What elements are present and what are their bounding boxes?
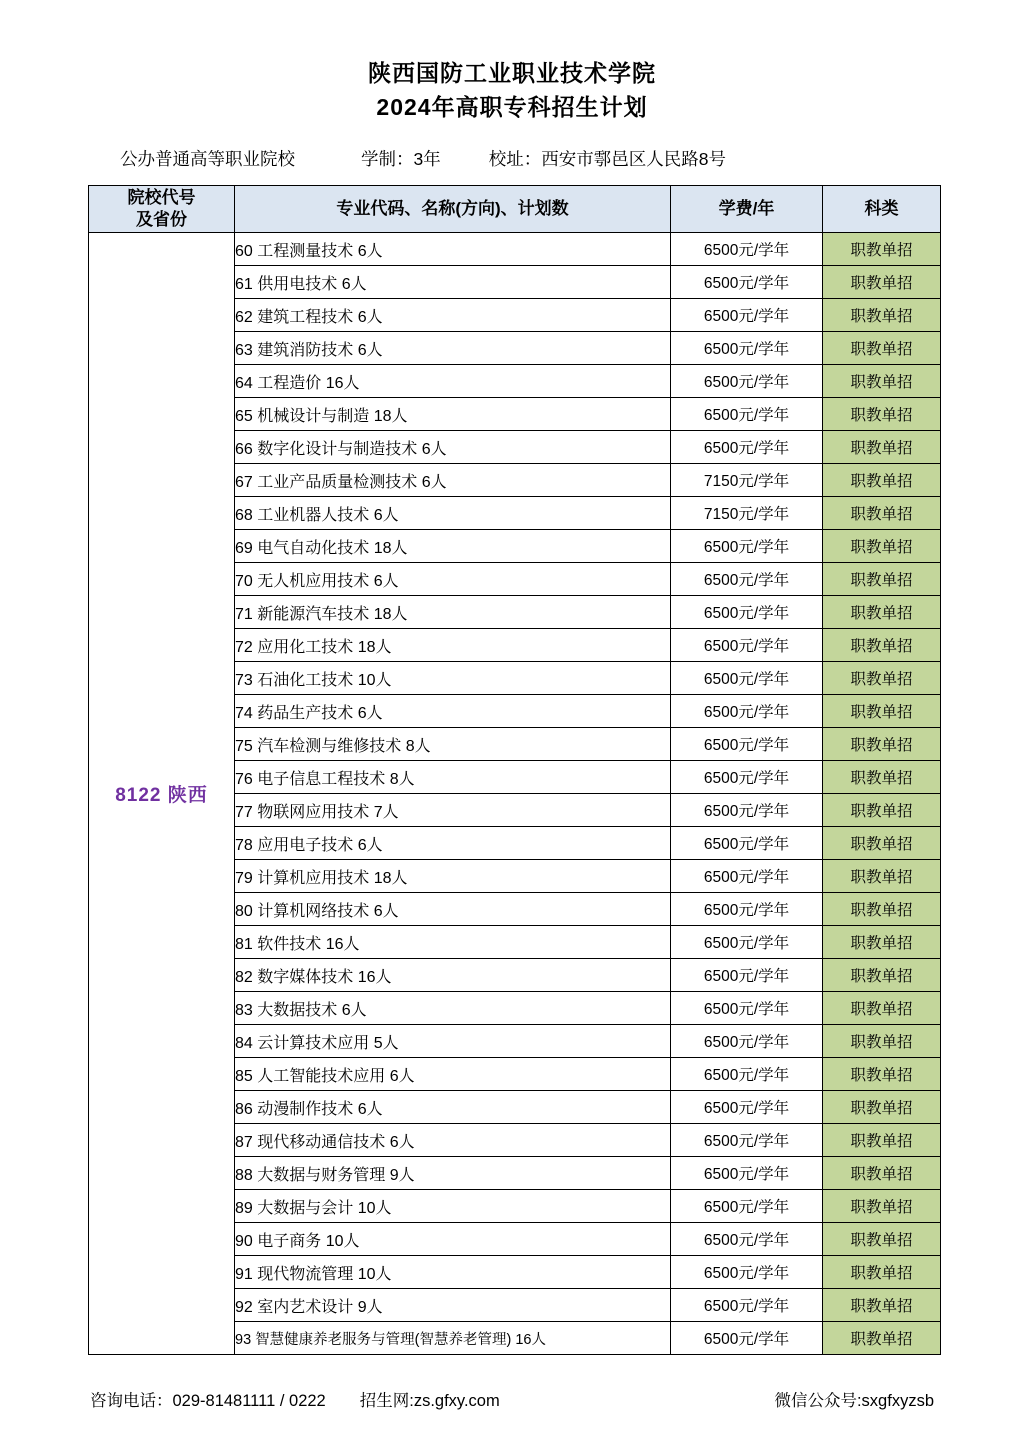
fee-cell: 6500元/学年: [671, 827, 823, 860]
major-cell: 66 数字化设计与制造技术 6人: [235, 431, 671, 464]
major-cell: 84 云计算技术应用 5人: [235, 1025, 671, 1058]
major-cell: 71 新能源汽车技术 18人: [235, 596, 671, 629]
major-cell: 64 工程造价 16人: [235, 365, 671, 398]
fee-cell: 6500元/学年: [671, 695, 823, 728]
category-cell: 职教单招: [823, 1157, 941, 1190]
fee-cell: 6500元/学年: [671, 233, 823, 266]
major-cell: 85 人工智能技术应用 6人: [235, 1058, 671, 1091]
major-cell: 70 无人机应用技术 6人: [235, 563, 671, 596]
fee-cell: 6500元/学年: [671, 1223, 823, 1256]
category-cell: 职教单招: [823, 1091, 941, 1124]
fee-cell: 6500元/学年: [671, 1190, 823, 1223]
major-cell: 76 电子信息工程技术 8人: [235, 761, 671, 794]
major-cell: 78 应用电子技术 6人: [235, 827, 671, 860]
category-cell: 职教单招: [823, 662, 941, 695]
category-cell: 职教单招: [823, 728, 941, 761]
fee-cell: 6500元/学年: [671, 1322, 823, 1355]
category-cell: 职教单招: [823, 266, 941, 299]
major-cell: 86 动漫制作技术 6人: [235, 1091, 671, 1124]
major-cell: 83 大数据技术 6人: [235, 992, 671, 1025]
school-type-label: 公办普通高等职业院校: [120, 149, 295, 169]
fee-cell: 6500元/学年: [671, 728, 823, 761]
footer-website: 招生网:zs.gfxy.com: [359, 1392, 500, 1410]
category-cell: 职教单招: [823, 992, 941, 1025]
fee-cell: 6500元/学年: [671, 860, 823, 893]
fee-cell: 6500元/学年: [671, 1025, 823, 1058]
major-cell: 87 现代移动通信技术 6人: [235, 1124, 671, 1157]
major-cell: 62 建筑工程技术 6人: [235, 299, 671, 332]
category-cell: 职教单招: [823, 794, 941, 827]
major-cell: 92 室内艺术设计 9人: [235, 1289, 671, 1322]
footer-wechat: 微信公众号:sxgfxyzsb: [774, 1392, 934, 1410]
fee-cell: 6500元/学年: [671, 662, 823, 695]
category-cell: 职教单招: [823, 1124, 941, 1157]
fee-cell: 6500元/学年: [671, 266, 823, 299]
fee-cell: 6500元/学年: [671, 1256, 823, 1289]
category-cell: 职教单招: [823, 233, 941, 266]
fee-cell: 6500元/学年: [671, 1058, 823, 1091]
column-header-type: 科类: [823, 186, 941, 233]
category-cell: 职教单招: [823, 563, 941, 596]
category-cell: 职教单招: [823, 1025, 941, 1058]
major-cell: 60 工程测量技术 6人: [235, 233, 671, 266]
category-cell: 职教单招: [823, 893, 941, 926]
fee-cell: 6500元/学年: [671, 761, 823, 794]
category-cell: 职教单招: [823, 299, 941, 332]
category-cell: 职教单招: [823, 398, 941, 431]
major-cell: 67 工业产品质量检测技术 6人: [235, 464, 671, 497]
major-cell: 72 应用化工技术 18人: [235, 629, 671, 662]
footer-phone: 咨询电话：029-81481111 / 0222: [90, 1392, 326, 1410]
school-address-label: 校址：西安市鄠邑区人民路8号: [488, 149, 726, 169]
school-length-label: 学制：3年: [361, 149, 441, 169]
school-code-cell: 8122 陕西: [89, 233, 235, 1355]
major-cell: 82 数字媒体技术 16人: [235, 959, 671, 992]
category-cell: 职教单招: [823, 365, 941, 398]
major-cell: 63 建筑消防技术 6人: [235, 332, 671, 365]
major-cell: 79 计算机应用技术 18人: [235, 860, 671, 893]
fee-cell: 6500元/学年: [671, 926, 823, 959]
major-cell: 75 汽车检测与维修技术 8人: [235, 728, 671, 761]
major-cell: 90 电子商务 10人: [235, 1223, 671, 1256]
major-cell: 61 供用电技术 6人: [235, 266, 671, 299]
admission-plan-table: [88, 185, 941, 1355]
major-cell: 69 电气自动化技术 18人: [235, 530, 671, 563]
fee-cell: 7150元/学年: [671, 497, 823, 530]
fee-cell: 6500元/学年: [671, 992, 823, 1025]
major-cell: 88 大数据与财务管理 9人: [235, 1157, 671, 1190]
fee-cell: 6500元/学年: [671, 1124, 823, 1157]
fee-cell: 6500元/学年: [671, 1289, 823, 1322]
major-cell: 91 现代物流管理 10人: [235, 1256, 671, 1289]
category-cell: 职教单招: [823, 926, 941, 959]
fee-cell: 6500元/学年: [671, 299, 823, 332]
major-cell: 65 机械设计与制造 18人: [235, 398, 671, 431]
column-header-major: 专业代码、名称(方向)、计划数: [235, 186, 671, 233]
category-cell: 职教单招: [823, 1223, 941, 1256]
major-cell: 74 药品生产技术 6人: [235, 695, 671, 728]
column-header-fee: 学费/年: [671, 186, 823, 233]
category-cell: 职教单招: [823, 629, 941, 662]
major-cell: 80 计算机网络技术 6人: [235, 893, 671, 926]
fee-cell: 6500元/学年: [671, 365, 823, 398]
category-cell: 职教单招: [823, 497, 941, 530]
category-cell: 职教单招: [823, 1190, 941, 1223]
category-cell: 职教单招: [823, 464, 941, 497]
fee-cell: 6500元/学年: [671, 398, 823, 431]
page-title-line1: 陕西国防工业职业技术学院: [368, 60, 656, 86]
category-cell: 职教单招: [823, 1289, 941, 1322]
category-cell: 职教单招: [823, 1058, 941, 1091]
major-cell: 93 智慧健康养老服务与管理(智慧养老管理) 16人: [235, 1322, 671, 1355]
category-cell: 职教单招: [823, 860, 941, 893]
major-cell: 89 大数据与会计 10人: [235, 1190, 671, 1223]
table-header-row: [89, 186, 941, 233]
fee-cell: 6500元/学年: [671, 629, 823, 662]
fee-cell: 6500元/学年: [671, 431, 823, 464]
major-cell: 77 物联网应用技术 7人: [235, 794, 671, 827]
document-title-block: [0, 0, 1024, 124]
category-cell: 职教单招: [823, 959, 941, 992]
column-header-school-code-line2: 及省份: [136, 210, 187, 229]
fee-cell: 6500元/学年: [671, 794, 823, 827]
category-cell: 职教单招: [823, 695, 941, 728]
category-cell: 职教单招: [823, 761, 941, 794]
fee-cell: 6500元/学年: [671, 596, 823, 629]
fee-cell: 6500元/学年: [671, 959, 823, 992]
table-body: [89, 233, 941, 1355]
table-row: [89, 233, 941, 266]
school-info-row: [0, 146, 1024, 171]
column-header-school-code: [89, 186, 235, 233]
fee-cell: 6500元/学年: [671, 1091, 823, 1124]
category-cell: 职教单招: [823, 827, 941, 860]
major-cell: 73 石油化工技术 10人: [235, 662, 671, 695]
major-cell: 81 软件技术 16人: [235, 926, 671, 959]
fee-cell: 7150元/学年: [671, 464, 823, 497]
category-cell: 职教单招: [823, 1256, 941, 1289]
fee-cell: 6500元/学年: [671, 893, 823, 926]
category-cell: 职教单招: [823, 1322, 941, 1355]
column-header-school-code-line1: 院校代号: [127, 188, 196, 207]
fee-cell: 6500元/学年: [671, 530, 823, 563]
fee-cell: 6500元/学年: [671, 332, 823, 365]
fee-cell: 6500元/学年: [671, 563, 823, 596]
document-footer: [0, 1387, 1024, 1411]
category-cell: 职教单招: [823, 530, 941, 563]
fee-cell: 6500元/学年: [671, 1157, 823, 1190]
category-cell: 职教单招: [823, 431, 941, 464]
category-cell: 职教单招: [823, 596, 941, 629]
category-cell: 职教单招: [823, 332, 941, 365]
major-cell: 68 工业机器人技术 6人: [235, 497, 671, 530]
page-title-line2: 2024年高职专科招生计划: [376, 94, 648, 120]
